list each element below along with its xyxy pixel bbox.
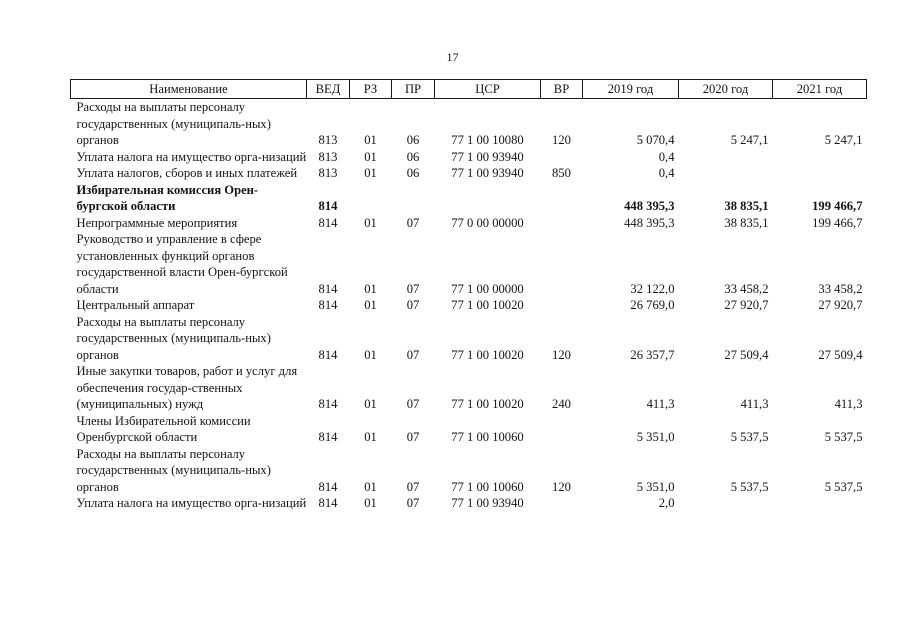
cell-ved: 814 [318, 430, 338, 444]
cell-rz [350, 182, 392, 215]
cell-pr: 07 [406, 496, 420, 510]
cell-2019: 0,4 [658, 149, 675, 164]
cell-rz: 01 [364, 215, 377, 230]
cell-vr: 850 [552, 166, 571, 180]
cell-name: Расходы на выплаты персоналу государственных (муниципаль-ных) органов [76, 100, 271, 147]
cell-csr: 77 1 00 93940 [451, 166, 524, 180]
cell-2020 [679, 149, 773, 166]
table-row [71, 165, 867, 182]
cell-2020: 5 247,1 [730, 133, 769, 147]
cell-csr: 77 1 00 10060 [451, 430, 524, 444]
cell-2019: 26 357,7 [630, 347, 675, 362]
table-row [71, 182, 867, 215]
header-2021: 2021 год [773, 80, 867, 99]
cell-csr: 77 1 00 10080 [451, 133, 524, 147]
cell-rz: 01 [364, 166, 377, 180]
cell-ved: 814 [318, 347, 338, 362]
cell-name: Уплата налогов, сборов и иных платежей [76, 166, 298, 180]
cell-name: Иные закупки товаров, работ и услуг для обеспечения государ-ственных (муниципальных) нужд [76, 364, 298, 411]
cell-vr: 120 [552, 347, 571, 362]
cell-vr [541, 215, 583, 232]
cell-2021 [773, 165, 867, 182]
cell-name: Члены Избирательной комиссии Оренбургской области [76, 413, 251, 444]
cell-csr: 77 0 00 00000 [451, 215, 524, 230]
header-2019: 2019 год [583, 80, 679, 99]
cell-ved: 814 [318, 215, 338, 230]
cell-2020: 38 835,1 [724, 215, 769, 230]
cell-vr: 240 [552, 397, 571, 411]
cell-2019: 5 351,0 [636, 479, 675, 494]
header-2020: 2020 год [679, 80, 773, 99]
cell-2021: 411,3 [834, 397, 863, 411]
cell-pr: 06 [406, 166, 420, 180]
cell-rz: 01 [364, 133, 377, 147]
cell-rz: 01 [364, 149, 377, 164]
cell-rz: 01 [364, 298, 377, 312]
table-row [71, 495, 867, 512]
cell-2021: 27 920,7 [818, 298, 863, 312]
cell-ved: 814 [318, 496, 338, 510]
cell-name: Расходы на выплаты персоналу государственных (муниципаль-ных) органов [76, 314, 271, 362]
cell-ved: 813 [318, 166, 338, 180]
cell-2019: 32 122,0 [630, 281, 675, 296]
page-number: 17 [446, 50, 459, 64]
header-name: Наименование [71, 80, 307, 99]
cell-vr [541, 495, 583, 512]
cell-vr: 120 [552, 479, 571, 494]
cell-rz: 01 [364, 479, 377, 494]
cell-2020 [679, 495, 773, 512]
cell-rz: 01 [364, 496, 377, 510]
cell-csr: 77 1 00 10020 [451, 347, 524, 362]
cell-vr [541, 413, 583, 446]
cell-name: Расходы на выплаты персоналу государственных (муниципаль-ных) органов [76, 446, 271, 494]
cell-vr [541, 231, 583, 297]
cell-ved: 813 [318, 149, 338, 164]
cell-ved: 814 [318, 281, 338, 296]
header-csr: ЦСР [435, 80, 541, 99]
cell-csr: 77 1 00 10020 [451, 298, 524, 312]
cell-2019: 411,3 [646, 397, 675, 411]
cell-name: Избирательная комиссия Орен-бургской области [76, 182, 259, 213]
cell-pr: 07 [406, 397, 420, 411]
cell-csr: 77 1 00 10020 [451, 397, 524, 411]
table-row [71, 446, 867, 496]
cell-2019: 448 395,3 [624, 215, 675, 230]
cell-rz: 01 [364, 281, 377, 296]
header-vr: ВР [541, 80, 583, 99]
cell-pr: 07 [406, 347, 420, 362]
cell-2021: 33 458,2 [818, 281, 863, 296]
cell-2021 [773, 495, 867, 512]
cell-pr [392, 182, 435, 215]
cell-ved: 814 [318, 397, 338, 411]
cell-ved: 814 [318, 199, 338, 213]
cell-name: Центральный аппарат [76, 298, 195, 312]
table-row [71, 314, 867, 364]
cell-2020: 27 920,7 [724, 298, 769, 312]
cell-csr: 77 1 00 93940 [451, 496, 524, 510]
header-pr: ПР [392, 80, 435, 99]
cell-name: Непрограммные мероприятия [76, 215, 238, 230]
cell-2021: 199 466,7 [812, 199, 863, 213]
cell-2019: 26 769,0 [630, 298, 675, 312]
cell-pr: 07 [406, 215, 420, 230]
header-rz: РЗ [350, 80, 392, 99]
cell-2019: 5 351,0 [636, 430, 675, 444]
table-row [71, 413, 867, 446]
cell-2021 [773, 149, 867, 166]
cell-pr: 07 [406, 479, 420, 494]
cell-2021: 5 537,5 [824, 479, 863, 494]
cell-name: Уплата налога на имущество орга-низаций [76, 496, 307, 510]
table-body [71, 99, 867, 512]
cell-2020: 33 458,2 [724, 281, 769, 296]
cell-csr [435, 182, 541, 215]
cell-rz: 01 [364, 347, 377, 362]
cell-csr: 77 1 00 10060 [451, 479, 524, 494]
cell-csr: 77 1 00 00000 [451, 281, 524, 296]
cell-vr [541, 297, 583, 314]
cell-ved: 813 [318, 133, 338, 147]
table-row [71, 149, 867, 166]
cell-name: Уплата налога на имущество орга-низаций [76, 149, 307, 164]
cell-pr: 07 [406, 298, 420, 312]
table-row [71, 363, 867, 413]
cell-rz: 01 [364, 397, 377, 411]
cell-2019: 448 395,3 [624, 199, 675, 213]
cell-2019: 2,0 [658, 496, 675, 510]
table-row [71, 99, 867, 149]
cell-2021: 27 509,4 [818, 347, 863, 362]
table-header-row [71, 80, 867, 99]
cell-2021: 5 537,5 [824, 430, 863, 444]
table-row [71, 297, 867, 314]
cell-2020: 38 835,1 [724, 199, 769, 213]
cell-2019: 5 070,4 [636, 133, 675, 147]
cell-pr: 07 [406, 281, 420, 296]
cell-csr: 77 1 00 93940 [451, 149, 524, 164]
cell-pr: 06 [406, 149, 420, 164]
cell-2020: 5 537,5 [730, 479, 769, 494]
cell-2021: 5 247,1 [824, 133, 863, 147]
cell-2020 [679, 165, 773, 182]
cell-ved: 814 [318, 479, 338, 494]
cell-2019: 0,4 [658, 166, 675, 180]
cell-rz: 01 [364, 430, 377, 444]
header-ved: ВЕД [307, 80, 350, 99]
cell-2020: 411,3 [740, 397, 769, 411]
budget-table [70, 79, 867, 512]
cell-pr: 07 [406, 430, 420, 444]
cell-pr: 06 [406, 133, 420, 147]
cell-2021: 199 466,7 [812, 215, 863, 230]
table-row [71, 215, 867, 232]
cell-vr [541, 182, 583, 215]
cell-2020: 27 509,4 [724, 347, 769, 362]
cell-vr: 120 [552, 133, 571, 147]
table-row [71, 231, 867, 297]
cell-2020: 5 537,5 [730, 430, 769, 444]
cell-ved: 814 [318, 298, 338, 312]
cell-vr [541, 149, 583, 166]
cell-name: Руководство и управление в сфере установленных функций органов государственной власти Орен-бургской области [76, 232, 288, 296]
